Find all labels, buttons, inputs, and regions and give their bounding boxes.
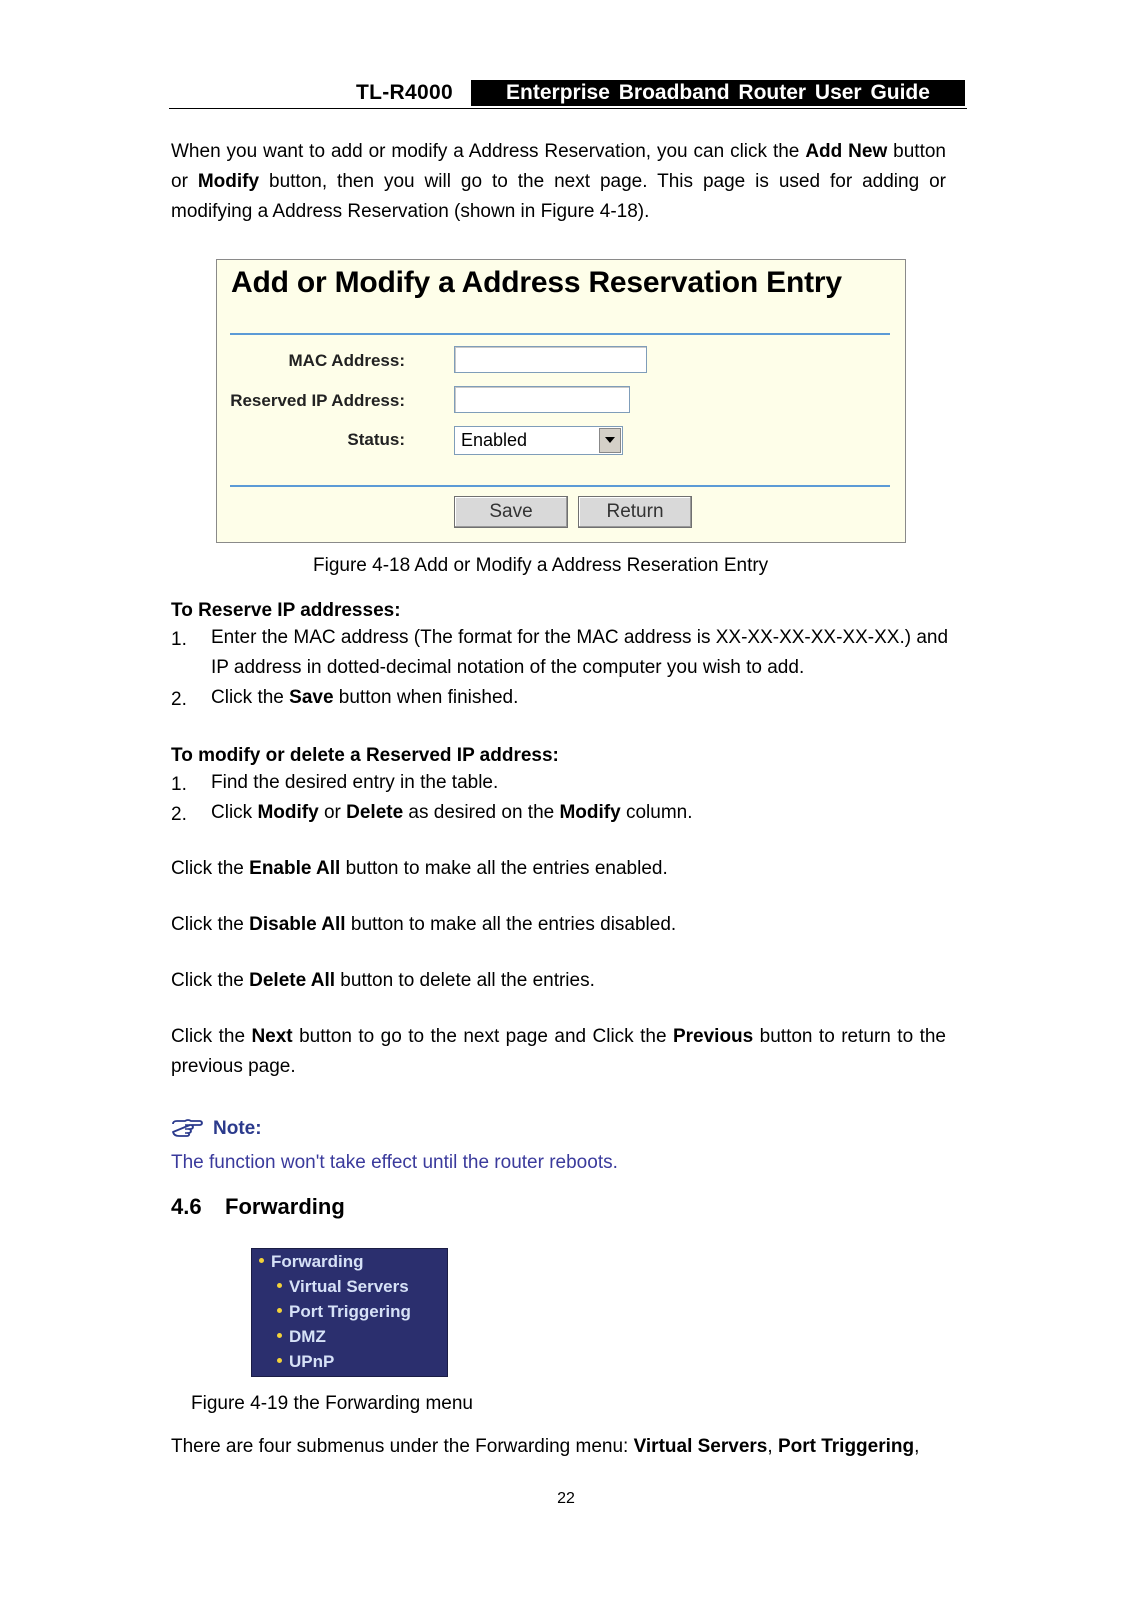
intro-text-2: button or — [171, 141, 947, 192]
closing-paragraph — [171, 1432, 961, 1462]
menu-item-forwarding[interactable] — [259, 1252, 364, 1272]
status-label: Status: — [347, 430, 405, 449]
closing-virtual-servers: Virtual Servers — [633, 1436, 768, 1457]
reserve-heading: To Reserve IP addresses: — [171, 600, 401, 621]
reserve-item-2-save: Save — [289, 687, 334, 708]
save-button[interactable]: Save — [454, 496, 568, 528]
menu-item-upnp[interactable] — [277, 1352, 334, 1372]
modify-item-2-e: as desired on the — [403, 802, 560, 823]
intro-paragraph — [171, 137, 946, 227]
forwarding-menu — [251, 1248, 448, 1377]
reserve-item-2-number: 2. — [171, 689, 187, 710]
bullet-icon — [277, 1358, 282, 1363]
disable-all-pre: Click the — [171, 914, 250, 935]
closing-port-triggering: Port Triggering — [777, 1436, 915, 1457]
reserved-ip-label: Reserved IP Address: — [230, 391, 405, 410]
menu-item-port-triggering[interactable] — [277, 1302, 411, 1322]
modify-item-2-number: 2. — [171, 804, 187, 825]
enable-all-bold: Enable All — [249, 858, 341, 879]
bullet-icon — [277, 1308, 282, 1313]
modify-item-2-a: Click — [211, 802, 258, 823]
status-select-value: Enabled — [461, 430, 528, 450]
modify-item-1-number: 1. — [171, 774, 187, 795]
modify-item-1-text: Find the desired entry in the table. — [211, 772, 499, 793]
modify-item-2-g: column. — [620, 802, 693, 823]
menu-item-virtual-servers[interactable] — [277, 1277, 409, 1297]
modify-item-2-delete: Delete — [346, 802, 404, 823]
closing-post: , — [914, 1436, 920, 1457]
menu-item-label: Forwarding — [271, 1252, 364, 1271]
bullet-icon — [259, 1258, 264, 1263]
reserve-item-1-text: Enter the MAC address (The format for the MAC address is XX-XX-XX-XX-XX-XX.) and IP address in dotted-decimal notation of the computer you wish to add. — [211, 627, 949, 678]
bullet-icon — [277, 1283, 282, 1288]
reserve-item-2-text — [211, 683, 951, 713]
mac-address-label: MAC Address: — [288, 351, 405, 370]
reserve-item-2-post: button when finished. — [333, 687, 519, 708]
page-number: 22 — [557, 1490, 575, 1507]
next-prev-a: Click the — [171, 1026, 252, 1047]
figure-18-caption: Figure 4-18 Add or Modify a Address Reseration Entry — [313, 555, 769, 576]
mac-address-input[interactable] — [454, 346, 647, 373]
delete-all-pre: Click the — [171, 970, 250, 991]
disable-all-post: button to make all the entries disabled. — [345, 914, 677, 935]
header-title: Enterprise Broadband Router User Guide — [471, 80, 965, 106]
note-label: Note: — [213, 1118, 262, 1139]
modify-heading: To modify or delete a Reserved IP address: — [171, 745, 559, 766]
panel-bottom-rule — [230, 485, 890, 487]
disable-all-bold: Disable All — [249, 914, 346, 935]
modify-item-2-modify: Modify — [257, 802, 319, 823]
intro-add-new: Add New — [805, 141, 888, 162]
reserve-item-2-pre: Click the — [211, 687, 290, 708]
panel-title: Add or Modify a Address Reservation Entry — [231, 266, 842, 299]
pointing-hand-icon — [171, 1118, 203, 1143]
enable-all-pre: Click the — [171, 858, 250, 879]
menu-item-dmz[interactable] — [277, 1327, 326, 1347]
next-prev-c: button to go to the next page and Click the — [292, 1026, 673, 1047]
status-select[interactable] — [454, 426, 623, 455]
delete-all-paragraph — [171, 966, 946, 996]
section-number: 4.6 — [171, 1194, 202, 1219]
panel-top-rule — [230, 333, 890, 335]
modify-item-2-c: or — [318, 802, 347, 823]
reserved-ip-input[interactable] — [454, 386, 630, 413]
intro-text-3: button, then you will go to the next page. This page is used for adding or modifying a Address Reservation (shown in Figure 4-18). — [171, 171, 946, 222]
closing-pre: There are four submenus under the Forwarding menu: — [171, 1436, 634, 1457]
delete-all-bold: Delete All — [249, 970, 336, 991]
note-text: The function won't take effect until the router reboots. — [171, 1152, 618, 1173]
figure-19-caption: Figure 4-19 the Forwarding menu — [191, 1393, 473, 1414]
address-reservation-panel — [216, 259, 906, 543]
intro-text-1: When you want to add or modify a Address Reservation, you can click the — [171, 141, 806, 162]
modify-item-2-modify-column: Modify — [559, 802, 621, 823]
reserve-item-1-number: 1. — [171, 629, 187, 650]
modify-item-2-text — [211, 798, 951, 828]
next-prev-previous: Previous — [672, 1026, 754, 1047]
closing-sep: , — [767, 1436, 778, 1457]
menu-item-label: UPnP — [289, 1352, 335, 1371]
header-rule — [169, 108, 967, 109]
enable-all-post: button to make all the entries enabled. — [340, 858, 668, 879]
return-button[interactable]: Return — [578, 496, 692, 528]
disable-all-paragraph — [171, 910, 946, 940]
chevron-down-icon[interactable] — [599, 428, 621, 453]
enable-all-paragraph — [171, 854, 946, 884]
menu-item-label: DMZ — [289, 1327, 326, 1346]
delete-all-post: button to delete all the entries. — [335, 970, 595, 991]
intro-modify: Modify — [197, 171, 260, 192]
next-prev-e: button to return to the previous page. — [171, 1026, 946, 1077]
header-model: TL-R4000 — [356, 81, 453, 104]
next-previous-paragraph — [171, 1022, 946, 1082]
section-title: Forwarding — [225, 1194, 345, 1219]
next-prev-next: Next — [251, 1026, 293, 1047]
menu-item-label: Virtual Servers — [289, 1277, 409, 1296]
menu-item-label: Port Triggering — [289, 1302, 411, 1321]
bullet-icon — [277, 1333, 282, 1338]
